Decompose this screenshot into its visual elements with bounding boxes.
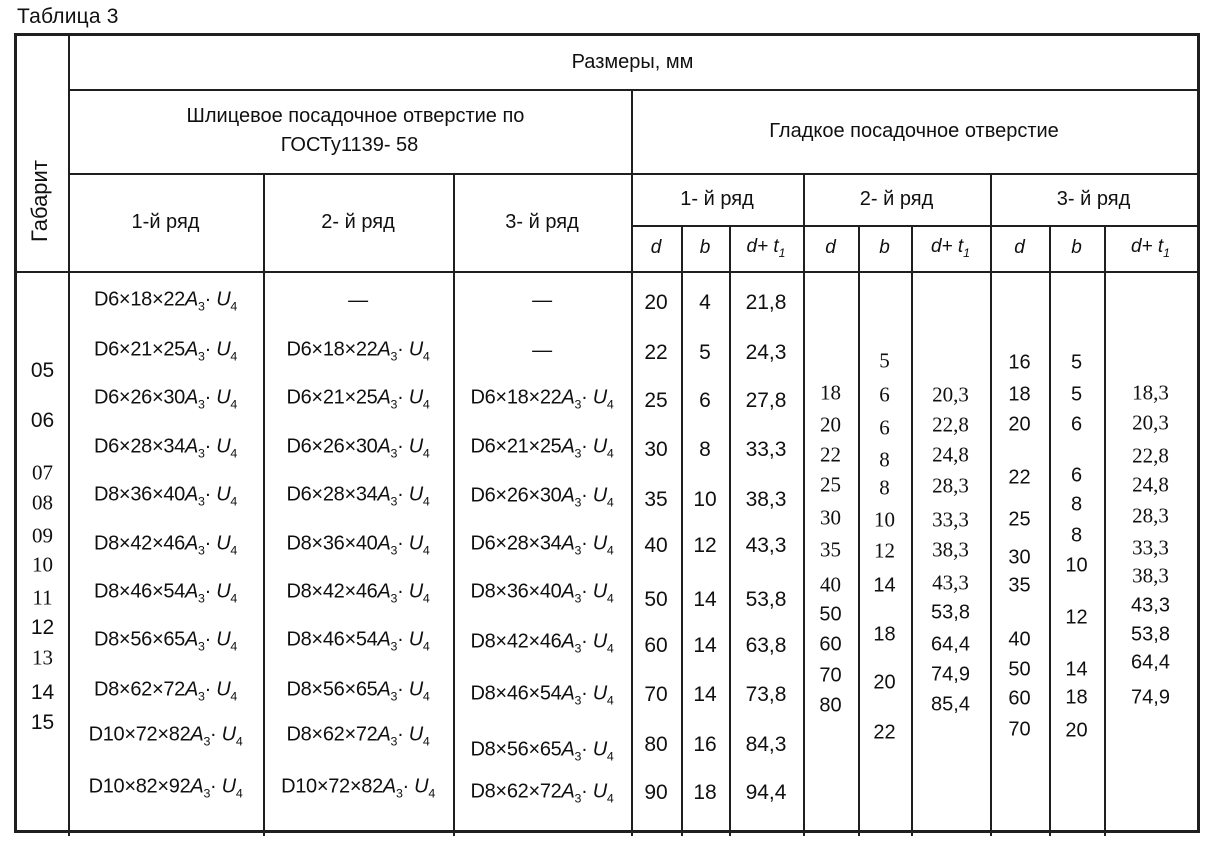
cell-value: 08 <box>32 490 53 515</box>
cell-value: 74,9 <box>931 663 970 686</box>
cell-value: 12 <box>30 616 55 639</box>
cell-value: 22,8 <box>1132 443 1169 468</box>
cell-value: 40 <box>820 572 841 597</box>
cell-value: $D10\times 72\times 82A_3\cdot U_4$ <box>88 723 243 749</box>
column-spline-row1 <box>68 271 263 836</box>
cell-value: 14 <box>693 588 717 611</box>
cell-value: 35 <box>644 488 668 511</box>
cell-value: 8 <box>1070 524 1083 547</box>
cell-value: $D8\times 42\times 46A_3\cdot U_4$ <box>286 580 430 606</box>
column-smooth3-dt <box>1104 271 1197 836</box>
cell-value: 33,3 <box>1132 535 1169 560</box>
spline-section-header <box>68 91 631 171</box>
cell-value: $D6\times 28\times 34A_3\cdot U_4$ <box>286 483 430 509</box>
cell-value: 14 <box>873 574 896 597</box>
cell-value: $D6\times 21\times 25A_3\cdot U_4$ <box>470 435 614 461</box>
smooth-row2-header: 2- й ряд <box>859 187 934 210</box>
cell-value: 28,3 <box>932 473 969 498</box>
cell-value: 14 <box>1065 658 1088 681</box>
cell-value: 35 <box>1008 574 1031 597</box>
cell-value: 14 <box>693 634 717 657</box>
column-gabarit <box>17 271 68 836</box>
cell-value: 4 <box>699 291 711 314</box>
cell-value: 16 <box>1008 351 1031 374</box>
cell-value: 20 <box>820 412 841 437</box>
cell-value: 10 <box>874 507 895 532</box>
cell-value: 18 <box>1065 686 1088 709</box>
cell-value: $D8\times 36\times 40A_3\cdot U_4$ <box>286 532 430 558</box>
cell-value: 50 <box>644 588 668 611</box>
dt-subscript: 1 <box>778 245 786 260</box>
cell-value: $D6\times 26\times 30A_3\cdot U_4$ <box>93 386 238 412</box>
cell-value: 20 <box>1065 719 1088 742</box>
cell-value: 80 <box>644 733 668 756</box>
cell-value: — <box>532 339 552 362</box>
cell-value: 22 <box>873 721 896 744</box>
cell-value: 20,3 <box>1132 410 1169 435</box>
cell-value: 43,3 <box>1131 594 1170 617</box>
cell-value: 8 <box>699 438 711 461</box>
column-spline-row3 <box>453 271 631 836</box>
cell-value: 38,3 <box>932 537 969 562</box>
column-smooth2-d <box>803 271 858 836</box>
cell-value: 63,8 <box>745 634 787 657</box>
cell-value: 10 <box>693 488 717 511</box>
cell-value: $D10\times 82\times 92A_3\cdot U_4$ <box>88 775 243 801</box>
cell-value: $D6\times 21\times 25A_3\cdot U_4$ <box>286 386 430 412</box>
column-smooth1-dt <box>729 271 803 836</box>
column-smooth1-d <box>631 271 681 836</box>
cell-value: 11 <box>32 585 53 610</box>
col-header-dt1 <box>729 225 803 271</box>
cell-value: $D6\times 26\times 30A_3\cdot U_4$ <box>286 435 430 461</box>
cell-value: 5 <box>699 341 711 364</box>
cell-value: 22 <box>644 341 668 364</box>
cell-value: 21,8 <box>745 291 787 314</box>
spline-row2-header: 2- й ряд <box>321 210 395 233</box>
cell-value: 64,4 <box>931 633 970 656</box>
cell-value: 10 <box>1065 554 1088 577</box>
cell-value: — <box>348 289 368 312</box>
cell-value: 16 <box>693 733 717 756</box>
cell-value: 50 <box>819 603 842 626</box>
cell-value: $D6\times 18\times 22A_3\cdot U_4$ <box>470 386 614 412</box>
cell-value: $D8\times 56\times 65A_3\cdot U_4$ <box>93 628 238 654</box>
cell-value: $D8\times 56\times 65A_3\cdot U_4$ <box>470 738 614 764</box>
cell-value: 30 <box>644 438 668 461</box>
cell-value: 14 <box>693 683 717 706</box>
cell-value: 30 <box>1008 546 1031 569</box>
dt-label: d+ t <box>930 235 964 257</box>
cell-value: $D8\times 36\times 40A_3\cdot U_4$ <box>93 483 238 509</box>
cell-value: 6 <box>1070 413 1083 436</box>
dt-label: d+ t <box>746 235 779 257</box>
cell-value: 5 <box>1070 351 1083 374</box>
cell-value: 73,8 <box>745 683 787 706</box>
cell-value: $D8\times 46\times 54A_3\cdot U_4$ <box>470 682 614 708</box>
cell-value: 64,4 <box>1131 651 1170 674</box>
cell-value: 24,3 <box>745 341 787 364</box>
cell-value: 8 <box>1070 493 1083 516</box>
cell-value: 22 <box>820 442 841 467</box>
cell-value: $D8\times 46\times 54A_3\cdot U_4$ <box>93 580 238 606</box>
cell-value: 33,3 <box>932 507 969 532</box>
cell-value: — <box>532 289 552 312</box>
cell-value: 43,3 <box>745 534 787 557</box>
cell-value: 05 <box>30 359 55 382</box>
col-header-b1: b <box>699 237 711 259</box>
cell-value: 40 <box>644 534 668 557</box>
cell-value: 12 <box>1065 606 1088 629</box>
cell-value: 50 <box>1008 658 1031 681</box>
cell-value: 18 <box>873 623 896 646</box>
cell-value: 5 <box>879 348 890 373</box>
table-title: Таблица 3 <box>17 5 119 28</box>
cell-value: 38,3 <box>1132 563 1169 588</box>
dt-subscript: 1 <box>1163 245 1171 260</box>
cell-value: $D8\times 42\times 46A_3\cdot U_4$ <box>93 532 238 558</box>
cell-value: 60 <box>819 633 842 656</box>
spline-row3-header: 3- й ряд <box>505 210 579 233</box>
cell-value: 8 <box>879 475 890 500</box>
cell-value: 94,4 <box>745 781 787 804</box>
cell-value: 33,3 <box>745 438 787 461</box>
cell-value: 6 <box>879 382 890 407</box>
cell-value: $D6\times 18\times 22A_3\cdot U_4$ <box>93 288 238 314</box>
smooth-row3-header: 3- й ряд <box>1056 187 1131 210</box>
cell-value: $D8\times 62\times 72A_3\cdot U_4$ <box>286 723 430 749</box>
dimension-table <box>14 33 1200 833</box>
cell-value: 24,8 <box>1132 472 1169 497</box>
cell-value: 90 <box>644 781 668 804</box>
cell-value: $D6\times 28\times 34A_3\cdot U_4$ <box>93 435 238 461</box>
col-header-d3: d <box>1014 237 1025 259</box>
dt-subscript: 1 <box>963 245 971 260</box>
dt-label: d+ t <box>1130 235 1164 257</box>
cell-value: 13 <box>32 645 53 670</box>
cell-value: 38,3 <box>745 488 787 511</box>
cell-value: $D6\times 28\times 34A_3\cdot U_4$ <box>470 532 614 558</box>
cell-value: 5 <box>1070 383 1083 406</box>
col-header-b3: b <box>1071 237 1082 259</box>
column-smooth1-b <box>681 271 729 836</box>
cell-value: 53,8 <box>1131 623 1170 646</box>
cell-value: $D8\times 46\times 54A_3\cdot U_4$ <box>286 628 430 654</box>
cell-value: 20 <box>873 671 896 694</box>
cell-value: 20 <box>644 291 668 314</box>
cell-value: 22,8 <box>932 412 969 437</box>
gabarit-column-header: Габарит <box>27 160 52 242</box>
cell-value: 74,9 <box>1131 686 1170 709</box>
cell-value: 12 <box>693 534 717 557</box>
smooth-section-header: Гладкое посадочное отверстие <box>769 119 1059 142</box>
cell-value: 14 <box>30 681 55 704</box>
cell-value: 25 <box>820 472 841 497</box>
cell-value: 25 <box>1008 508 1031 531</box>
cell-value: 35 <box>820 537 841 562</box>
cell-value: 25 <box>644 389 668 412</box>
spline-section-header-line1: Шлицевое посадочное отверстие по <box>186 105 525 127</box>
cell-value: 70 <box>1008 718 1031 741</box>
cell-value: 8 <box>879 447 890 472</box>
col-header-d1: d <box>650 237 662 259</box>
cell-value: 12 <box>874 538 895 563</box>
cell-value: 20,3 <box>932 382 969 407</box>
cell-value: 80 <box>819 694 842 717</box>
cell-value: $D8\times 36\times 40A_3\cdot U_4$ <box>470 580 614 606</box>
cell-value: 27,8 <box>745 389 787 412</box>
cell-value: 07 <box>32 460 53 485</box>
cell-value: 09 <box>32 523 53 548</box>
cell-value: 53,8 <box>931 601 970 624</box>
cell-value: 18 <box>693 781 717 804</box>
cell-value: 20 <box>1008 413 1031 436</box>
col-header-dt3 <box>1104 225 1197 271</box>
column-smooth3-d <box>990 271 1049 836</box>
cell-value: 43,3 <box>932 570 969 595</box>
spline-section-header-line2: ГОСТу1139- 58 <box>280 134 419 156</box>
cell-value: $D8\times 62\times 72A_3\cdot U_4$ <box>93 678 238 704</box>
cell-value: 15 <box>30 711 55 734</box>
cell-value: 18 <box>820 380 841 405</box>
column-smooth2-b <box>858 271 911 836</box>
cell-value: $D6\times 18\times 22A_3\cdot U_4$ <box>286 338 430 364</box>
cell-value: 6 <box>879 415 890 440</box>
cell-value: 70 <box>644 683 668 706</box>
cell-value: 28,3 <box>1132 503 1169 528</box>
cell-value: 84,3 <box>745 733 787 756</box>
cell-value: 06 <box>30 409 55 432</box>
cell-value: 6 <box>699 389 711 412</box>
smooth-row1-header: 1- й ряд <box>680 187 754 210</box>
col-header-dt2 <box>911 225 990 271</box>
cell-value: 6 <box>1070 464 1083 487</box>
cell-value: 60 <box>1008 687 1031 710</box>
cell-value: 10 <box>32 552 53 577</box>
cell-value: 40 <box>1008 628 1031 651</box>
cell-value: 18 <box>1008 383 1031 406</box>
cell-value: 22 <box>1008 466 1031 489</box>
sizes-header: Размеры, мм <box>571 51 694 73</box>
spline-row1-header: 1-й ряд <box>131 210 200 233</box>
cell-value: $D10\times 72\times 82A_3\cdot U_4$ <box>281 775 435 801</box>
cell-value: $D8\times 62\times 72A_3\cdot U_4$ <box>470 780 614 806</box>
col-header-d2: d <box>825 237 836 259</box>
cell-value: 24,8 <box>932 442 969 467</box>
cell-value: 85,4 <box>931 693 970 716</box>
column-smooth3-b <box>1049 271 1104 836</box>
cell-value: $D8\times 56\times 65A_3\cdot U_4$ <box>286 678 430 704</box>
cell-value: 30 <box>820 505 841 530</box>
cell-value: $D6\times 21\times 25A_3\cdot U_4$ <box>93 338 238 364</box>
cell-value: 53,8 <box>745 588 787 611</box>
cell-value: $D6\times 26\times 30A_3\cdot U_4$ <box>470 484 614 510</box>
cell-value: 70 <box>819 664 842 687</box>
cell-value: $D8\times 42\times 46A_3\cdot U_4$ <box>470 630 614 656</box>
column-spline-row2 <box>263 271 453 836</box>
cell-value: 18,3 <box>1132 380 1169 405</box>
cell-value: 60 <box>644 634 668 657</box>
col-header-b2: b <box>879 237 890 259</box>
column-smooth2-dt <box>911 271 990 836</box>
